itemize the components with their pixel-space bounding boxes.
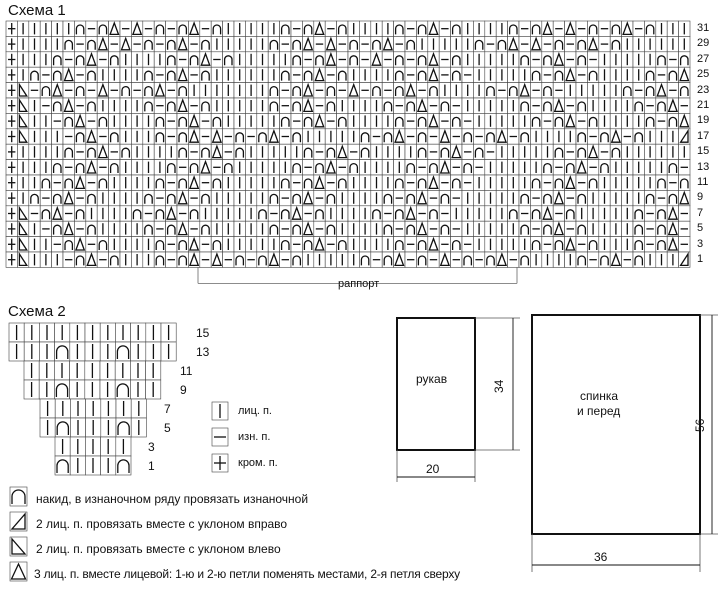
legend-k2tog-right-text: 2 лиц. п. провязать вместе с уклоном вправо bbox=[36, 517, 288, 531]
pattern-pieces bbox=[397, 315, 718, 572]
legend-knit-text: лиц. п. bbox=[238, 405, 272, 417]
scheme1-row-number: 3 bbox=[697, 237, 704, 250]
scheme2-row-number: 1 bbox=[148, 459, 155, 473]
legend-edge-text: кром. п. bbox=[238, 457, 278, 469]
scheme1-row-number: 13 bbox=[697, 160, 710, 173]
legend-k3tog-text: 3 лиц. п. вместе лицевой: 1-ю и 2-ю петли поменять местами, 2-я петля сверху bbox=[34, 567, 460, 581]
scheme1-row-number: 27 bbox=[697, 52, 710, 65]
scheme1-row-number: 25 bbox=[697, 68, 710, 81]
body-label-line1: спинка bbox=[580, 389, 619, 403]
scheme2-row-number: 5 bbox=[164, 421, 171, 435]
legend-k2tog-left-text: 2 лиц. п. провязать вместе с уклоном влево bbox=[36, 542, 281, 556]
scheme1-row-number: 11 bbox=[697, 176, 709, 188]
scheme1-row-number: 31 bbox=[697, 22, 710, 34]
scheme2-row-number: 15 bbox=[196, 326, 210, 340]
scheme1-row-number: 15 bbox=[697, 145, 710, 158]
scheme2-row-number: 3 bbox=[148, 440, 155, 454]
sleeve-height: 34 bbox=[492, 379, 506, 393]
scheme1-row-number: 23 bbox=[697, 83, 710, 96]
body-rect bbox=[532, 315, 700, 534]
scheme1-row-number: 5 bbox=[697, 222, 704, 235]
body-width: 36 bbox=[594, 550, 608, 564]
scheme1-row-number: 7 bbox=[697, 206, 704, 219]
sleeve-label: рукав bbox=[416, 372, 448, 386]
scheme1-row-number: 17 bbox=[697, 129, 710, 142]
body-height: 56 bbox=[693, 418, 707, 432]
scheme1-title: Схема 1 bbox=[8, 2, 66, 19]
scheme1-grid bbox=[6, 21, 690, 283]
scheme1-row-number: 9 bbox=[697, 191, 704, 204]
scheme1-row-number: 1 bbox=[697, 253, 704, 265]
body-label-line2: и перед bbox=[577, 404, 621, 418]
scheme2-title: Схема 2 bbox=[8, 303, 66, 320]
scheme2-row-number: 13 bbox=[196, 345, 210, 359]
repeat-label: раппорт bbox=[338, 278, 380, 290]
sleeve-width: 20 bbox=[426, 462, 440, 476]
scheme1-row-number: 21 bbox=[697, 99, 710, 111]
scheme2-row-number: 9 bbox=[180, 383, 187, 397]
scheme1-row-number: 29 bbox=[697, 37, 710, 50]
scheme2-row-number: 7 bbox=[164, 402, 171, 416]
legend-purl-text: изн. п. bbox=[238, 431, 271, 443]
scheme2-row-number: 11 bbox=[180, 364, 193, 378]
legend-yo-text: накид, в изнаночном ряду провязать изнаночной bbox=[36, 492, 309, 506]
scheme1-row-number: 19 bbox=[697, 114, 710, 127]
